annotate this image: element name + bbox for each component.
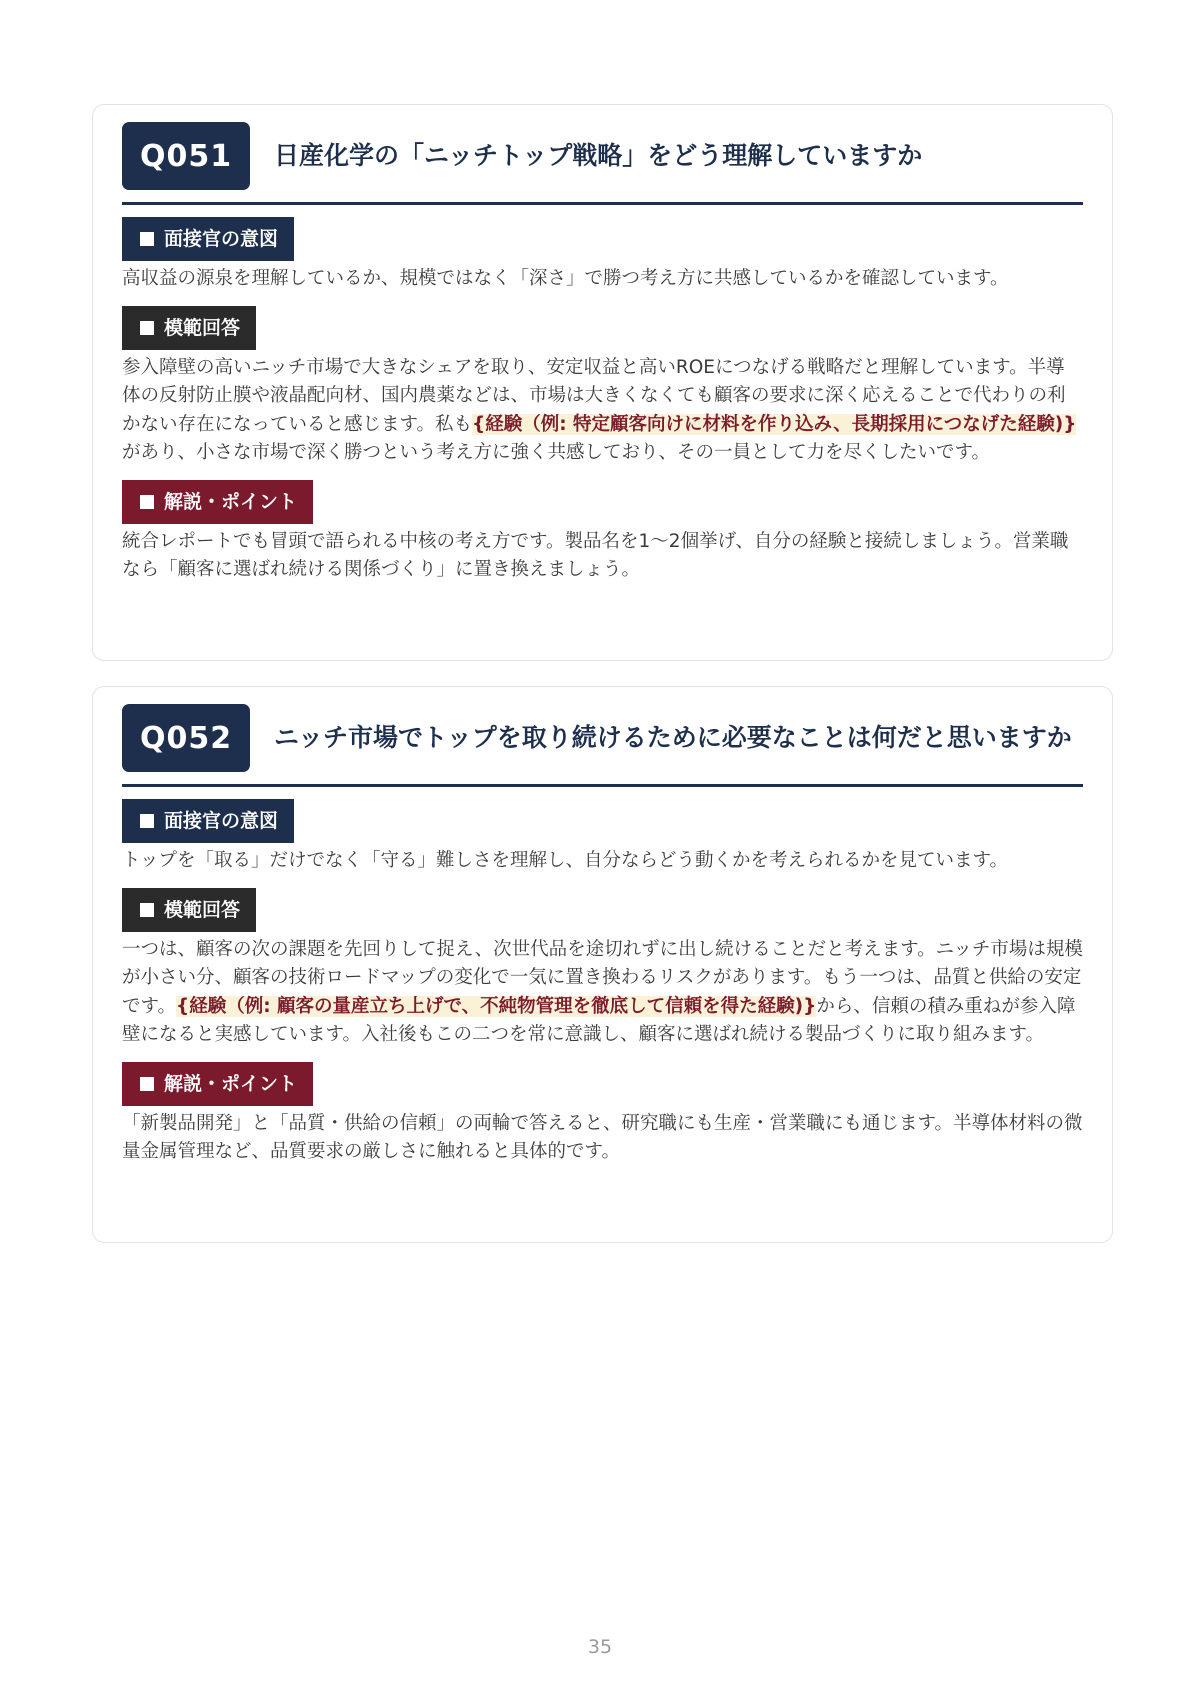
question-number-badge: Q051 <box>122 122 250 190</box>
section-label-point <box>122 1062 313 1106</box>
section-label-model-answer <box>122 306 256 350</box>
model-answer-text <box>122 936 1083 1050</box>
section-label-model-answer <box>122 888 256 932</box>
section-label-point <box>122 480 313 524</box>
answer-text-after: があり、小さな市場で深く勝つという考え方に強く共感しており、その一員として力を尽くしたいです。 <box>122 442 991 463</box>
question-header <box>122 122 1083 205</box>
intent-text: 高収益の源泉を理解しているか、規模ではなく「深さ」で勝つ考え方に共感しているかを確認しています。 <box>122 268 1009 289</box>
section-label-text: 解説・ポイント <box>164 1072 298 1095</box>
question-title: ニッチ市場でトップを取り続けるために必要なことは何だと思いますか <box>274 723 1072 752</box>
question-header <box>122 704 1083 787</box>
answer-text-before: 一つは、顧客の次の課題を先回りして捉え、次世代品を途切れずに出し続けることだと考えます。ニッチ市場は規模が小さい分、顧客の技術ロードマップの変化で一気に置き換わるリスクがあります。もう一つは、品質と供給の安定です。 <box>122 938 1083 1017</box>
answer-text-before: 参入障壁の高いニッチ市場で大きなシェアを取り、安定収益と高いROEにつなげる戦略だと理解しています。半導体の反射防止膜や液晶配向材、国内農薬などは、市場は大きくなくても顧客の要求に深く応えることで代わりの利かない存在になっていると感じます。私も <box>122 356 1066 435</box>
square-bullet-icon <box>140 495 154 509</box>
section-label-text: 面接官の意図 <box>164 810 279 832</box>
square-bullet-icon <box>140 232 154 246</box>
intent-text: トップを「取る」だけでなく「守る」難しさを理解し、自分ならどう動くかを考えられるかを見ています。 <box>122 850 1008 871</box>
section-label-text: 面接官の意図 <box>164 228 279 250</box>
answer-text-after: から、信頼の積み重ねが参入障壁になると実感しています。入社後もこの二つを常に意識し、顧客に選ばれ続ける製品づくりに取り組みます。 <box>122 995 1076 1045</box>
question-card-q052 <box>92 686 1113 1243</box>
question-number-badge: Q052 <box>122 704 250 772</box>
point-text: 統合レポートでも冒頭で語られる中核の考え方です。製品名を1〜2個挙げ、自分の経験と接続しましょう。営業職なら「顧客に選ばれ続ける関係づくり」に置き換えましょう。 <box>122 530 1069 580</box>
section-label-text: 解説・ポイント <box>164 490 298 513</box>
experience-placeholder-highlight: {経験（例: 顧客の量産立ち上げで、不純物管理を徹底して信頼を得た経験)} <box>176 995 817 1017</box>
section-label-text: 模範回答 <box>164 316 241 339</box>
square-bullet-icon <box>140 1077 154 1091</box>
square-bullet-icon <box>140 321 154 335</box>
section-label-intent <box>122 799 294 843</box>
section-label-text: 模範回答 <box>164 898 241 921</box>
square-bullet-icon <box>140 903 154 917</box>
section-label-intent <box>122 217 294 261</box>
page-number: 35 <box>587 1636 613 1658</box>
question-card-q051 <box>92 104 1113 661</box>
question-title: 日産化学の「ニッチトップ戦略」をどう理解していますか <box>274 141 923 170</box>
model-answer-text <box>122 354 1083 468</box>
experience-placeholder-highlight: {経験（例: 特定顧客向けに材料を作り込み、長期採用につなげた経験)} <box>472 413 1077 435</box>
square-bullet-icon <box>140 814 154 828</box>
point-text: 「新製品開発」と「品質・供給の信頼」の両輪で答えると、研究職にも生産・営業職にも通じます。半導体材料の微量金属管理など、品質要求の厳しさに触れると具体的です。 <box>122 1112 1083 1162</box>
